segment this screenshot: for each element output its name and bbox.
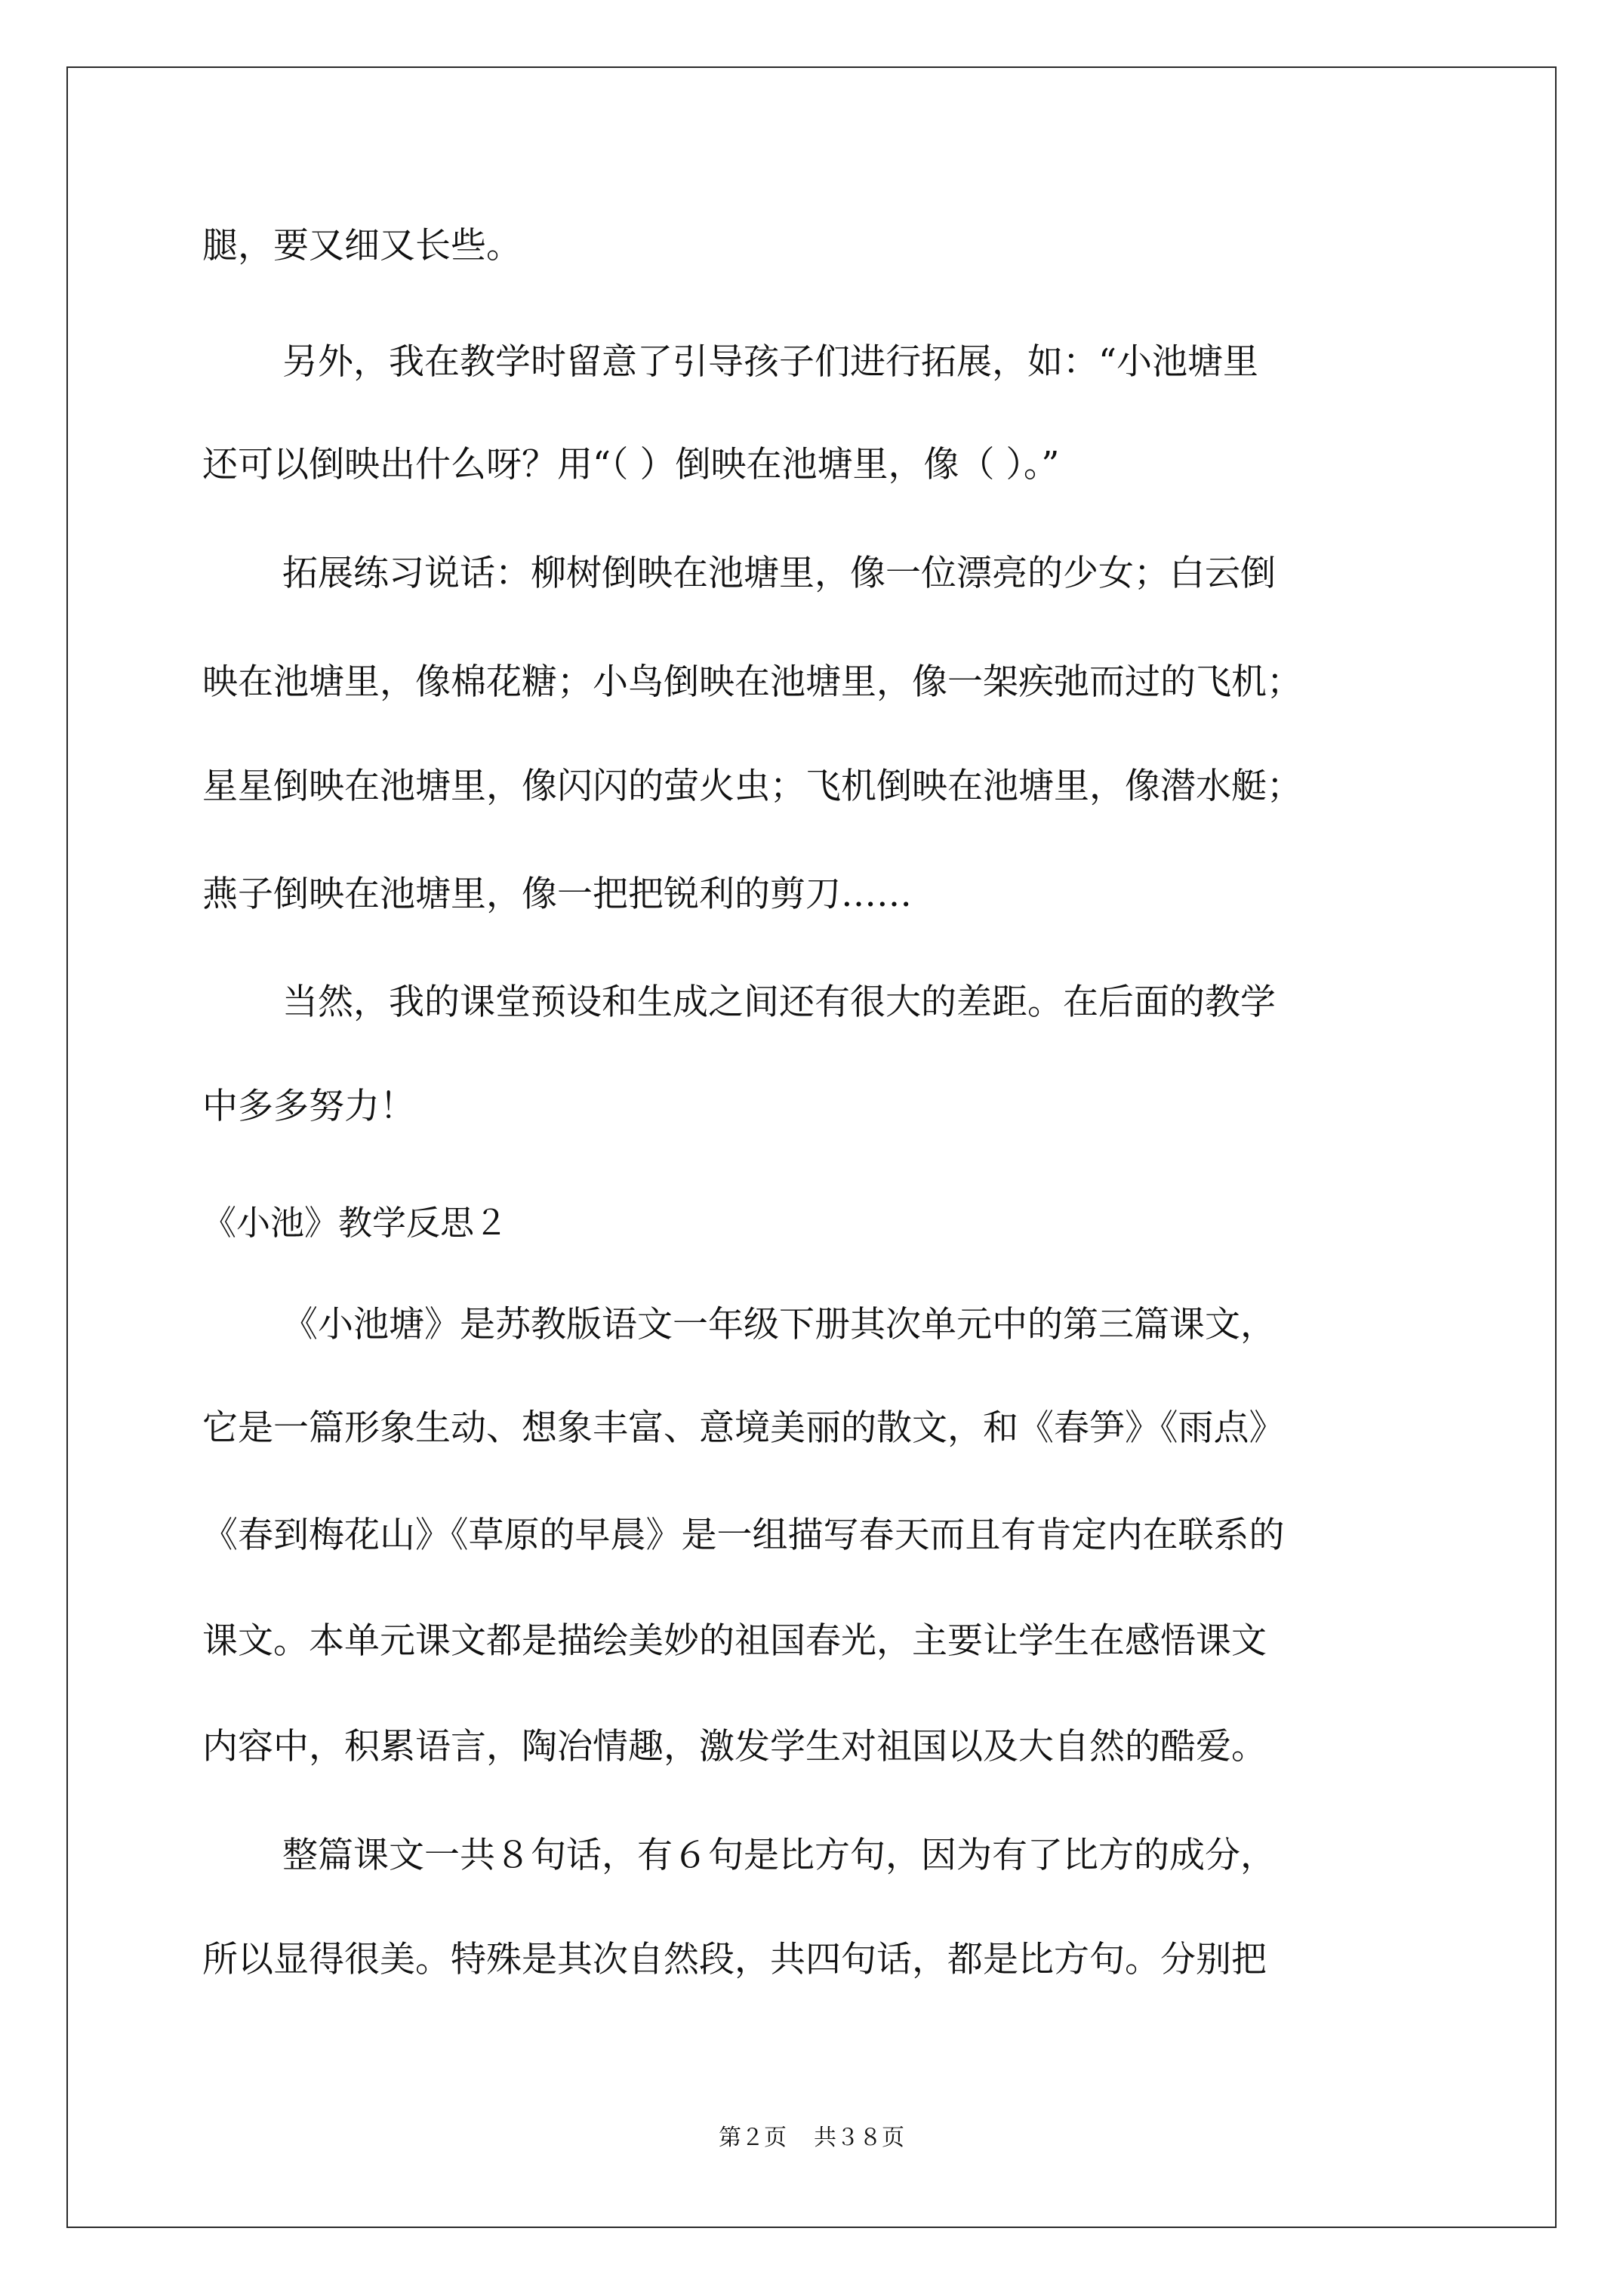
section-heading: 《小池》教学反思２ xyxy=(202,1203,509,1243)
paragraph-line: 整篇课文一共８句话，有６句是比方句，因为有了比方的成分， xyxy=(282,1835,1276,1876)
text-line: 《春到梅花山》《草原的早晨》是一组描写春天而且有肯定内在联系的 xyxy=(202,1515,1285,1556)
text-line: 中多多努力！ xyxy=(202,1086,415,1127)
text-line: 内容中，积累语言，陶冶情趣，激发学生对祖国以及大自然的酷爱。 xyxy=(202,1726,1267,1767)
text-line: 燕子倒映在池塘里，像一把把锐利的剪刀…… xyxy=(202,874,912,915)
paragraph-line: 另外，我在教学时留意了引导孩子们进行拓展，如：“小池塘里 xyxy=(282,341,1259,383)
text-line: 课文。本单元课文都是描绘美妙的祖国春光，主要让学生在感悟课文 xyxy=(202,1620,1267,1662)
text-line: 映在池塘里，像棉花糖；小鸟倒映在池塘里，像一架疾弛而过的飞机； xyxy=(202,661,1302,703)
page-total: 共３８页 xyxy=(814,2125,904,2151)
text-line: 还可以倒映出什么呀？用“（ ）倒映在池塘里，像（ ）。” xyxy=(202,444,1060,485)
text-line: 星星倒映在池塘里，像闪闪的萤火虫；飞机倒映在池塘里，像潜水艇； xyxy=(202,766,1302,807)
paragraph-line: 当然，我的课堂预设和生成之间还有很大的差距。在后面的教学 xyxy=(282,982,1276,1023)
page-number: 第２页 xyxy=(719,2125,787,2151)
text-line: 它是一篇形象生动、想象丰富、意境美丽的散文，和《春笋》《雨点》 xyxy=(202,1407,1285,1449)
page-border xyxy=(66,66,1557,2228)
paragraph-line: 拓展练习说话：柳树倒映在池塘里，像一位漂亮的少女；白云倒 xyxy=(282,553,1276,594)
page-footer xyxy=(0,2123,1623,2153)
paragraph-line: 《小池塘》是苏教版语文一年级下册其次单元中的第三篇课文， xyxy=(282,1304,1276,1345)
text-line: 所以显得很美。特殊是其次自然段，共四句话，都是比方句。分别把 xyxy=(202,1939,1267,1980)
text-line: 腿，要又细又长些。 xyxy=(202,225,522,267)
